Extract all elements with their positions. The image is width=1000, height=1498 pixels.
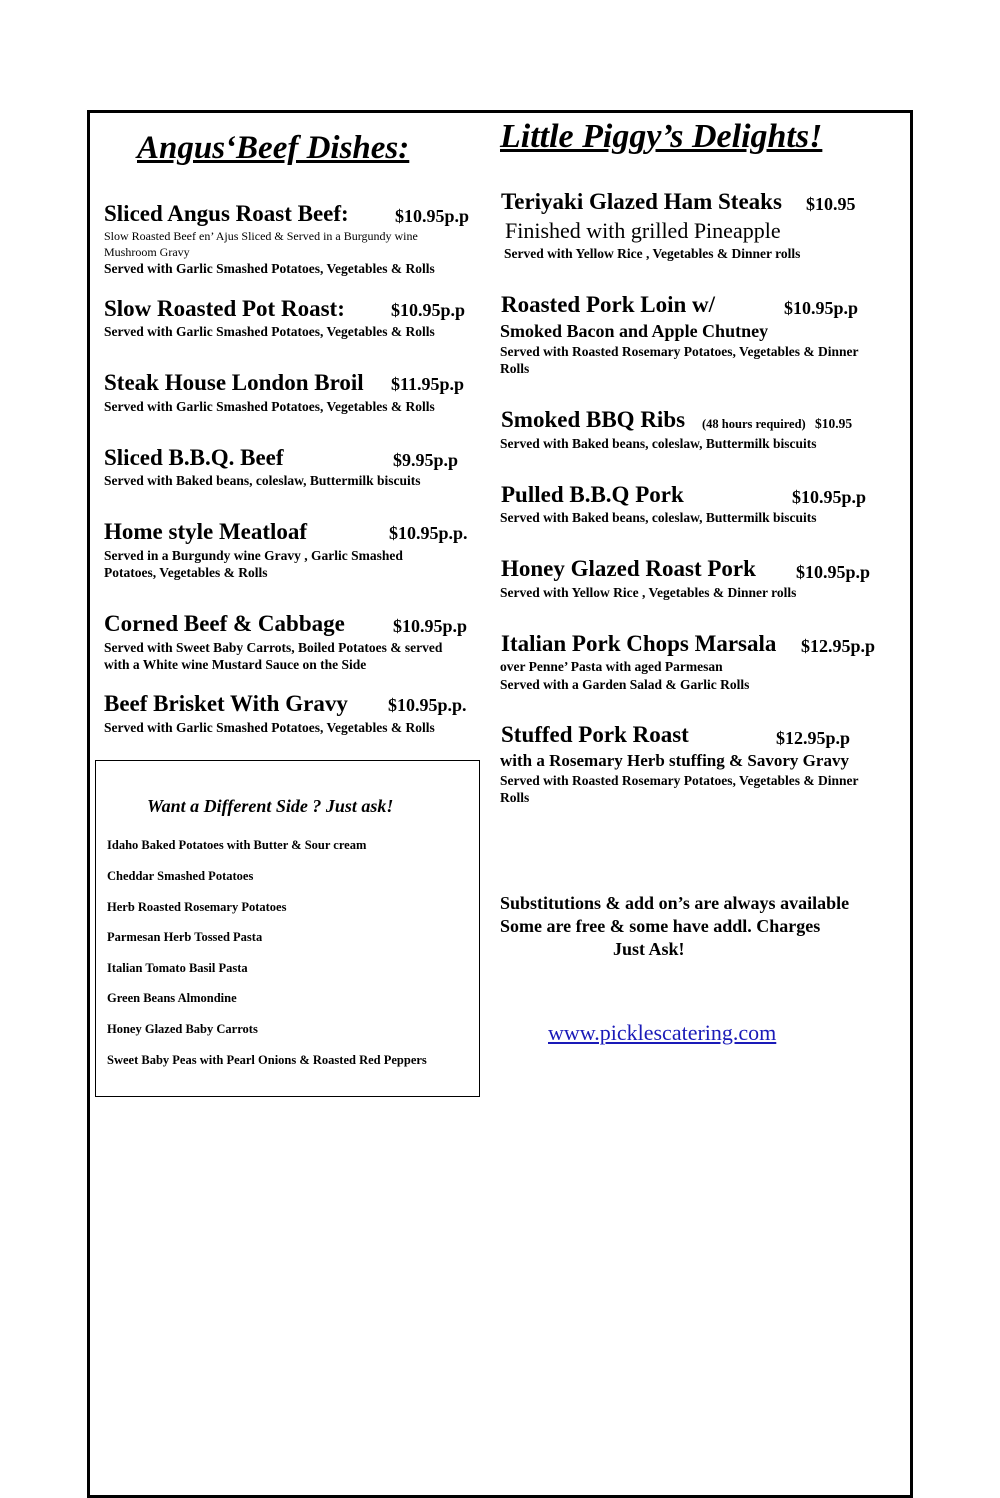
dish-price: $10.95p.p.	[389, 523, 468, 543]
dish-name: Beef Brisket With Gravy	[104, 691, 348, 716]
dish-price: $10.95p.p	[796, 562, 871, 582]
dish-serving: Served with Baked beans, coleslaw, Buttermilk biscuits	[500, 510, 817, 525]
dish-serving: Served with Garlic Smashed Potatoes, Vegetables & Rolls	[104, 399, 435, 414]
dish-price: $10.95p.p	[395, 206, 470, 226]
side-item: Idaho Baked Potatoes with Butter & Sour cream	[107, 838, 367, 852]
dish-price: $10.95p.p	[784, 298, 859, 318]
section-title-beef: Angus‘Beef Dishes:	[137, 130, 410, 166]
side-item: Cheddar Smashed Potatoes	[107, 869, 254, 883]
dish-serving: Served in a Burgundy wine Gravy , Garlic Smashed	[104, 548, 403, 563]
dish-serving: Served with Baked beans, coleslaw, Buttermilk biscuits	[500, 436, 817, 451]
dish-price: $10.95p.p.	[388, 695, 467, 715]
dish-name: Teriyaki Glazed Ham Steaks	[501, 189, 782, 214]
dish-serving: Potatoes, Vegetables & Rolls	[104, 565, 268, 580]
dish-price: $10.95	[815, 416, 853, 431]
dish-name: Sliced B.B.Q. Beef	[104, 445, 284, 470]
dish-subtitle: Finished with grilled Pineapple	[505, 218, 781, 243]
dish-name: Stuffed Pork Roast	[501, 722, 689, 747]
substitutions-note: Some are free & some have addl. Charges	[500, 916, 821, 936]
dish-serving: Served with Yellow Rice , Vegetables & Dinner rolls	[504, 246, 801, 261]
dish-name: Roasted Pork Loin w/	[501, 292, 716, 317]
dish-price: $11.95p.p	[391, 374, 465, 394]
dish-serving: over Penne’ Pasta with aged Parmesan	[500, 659, 723, 674]
dish-price: $12.95p.p	[776, 728, 851, 748]
section-title-pork: Little Piggy’s Delights!	[500, 118, 823, 155]
side-item: Italian Tomato Basil Pasta	[107, 961, 248, 975]
side-item: Sweet Baby Peas with Pearl Onions & Roasted Red Peppers	[107, 1053, 427, 1067]
website-link[interactable]: www.picklescatering.com	[548, 1020, 777, 1045]
dish-subtitle: Smoked Bacon and Apple Chutney	[500, 321, 769, 341]
dish-price: $12.95p.p	[801, 636, 876, 656]
dish-price: $10.95p.p	[393, 616, 468, 636]
dish-serving: Served with Baked beans, coleslaw, Buttermilk biscuits	[104, 473, 421, 488]
side-item: Herb Roasted Rosemary Potatoes	[107, 900, 287, 914]
dish-note: (48 hours required)	[702, 417, 806, 431]
dish-price: $10.95	[806, 194, 856, 214]
dish-price: $10.95p.p	[792, 487, 867, 507]
dish-serving: Served with Roasted Rosemary Potatoes, Vegetables & Dinner	[500, 344, 859, 359]
dish-price: $9.95p.p	[393, 450, 459, 470]
dish-name: Italian Pork Chops Marsala	[501, 631, 777, 656]
dish-serving: Rolls	[500, 361, 530, 376]
side-item: Honey Glazed Baby Carrots	[107, 1022, 258, 1036]
sides-title: Want a Different Side ? Just ask!	[147, 796, 394, 816]
dish-name: Pulled B.B.Q Pork	[501, 482, 684, 507]
dish-name: Smoked BBQ Ribs	[501, 407, 686, 432]
substitutions-note: Substitutions & add on’s are always available	[500, 893, 850, 913]
dish-price: $10.95p.p	[391, 300, 466, 320]
dish-serving: Served with Roasted Rosemary Potatoes, Vegetables & Dinner	[500, 773, 859, 788]
dish-name: Sliced Angus Roast Beef:	[104, 201, 349, 226]
dish-serving: Served with Garlic Smashed Potatoes, Vegetables & Rolls	[104, 261, 435, 276]
side-item: Green Beans Almondine	[107, 991, 237, 1005]
dish-name: Home style Meatloaf	[104, 519, 308, 544]
dish-serving: Rolls	[500, 790, 530, 805]
dish-serving: Served with a Garden Salad & Garlic Rolls	[500, 677, 750, 692]
dish-note: Mushroom Gravy	[104, 245, 190, 259]
dish-subtitle: with a Rosemary Herb stuffing & Savory Gravy	[500, 751, 849, 770]
dish-serving: Served with Yellow Rice , Vegetables & Dinner rolls	[500, 585, 797, 600]
dish-name: Corned Beef & Cabbage	[104, 611, 345, 636]
dish-serving: with a White wine Mustard Sauce on the Side	[104, 657, 367, 672]
dish-name: Steak House London Broil	[104, 370, 364, 395]
dish-serving: Served with Sweet Baby Carrots, Boiled Potatoes & served	[104, 640, 443, 655]
dish-name: Honey Glazed Roast Pork	[501, 556, 756, 581]
dish-name: Slow Roasted Pot Roast:	[104, 296, 345, 321]
substitutions-note: Just Ask!	[613, 939, 685, 959]
dish-serving: Served with Garlic Smashed Potatoes, Vegetables & Rolls	[104, 720, 435, 735]
side-item: Parmesan Herb Tossed Pasta	[107, 930, 263, 944]
dish-note: Slow Roasted Beef en’ Ajus Sliced & Served in a Burgundy wine	[104, 229, 418, 243]
dish-serving: Served with Garlic Smashed Potatoes, Vegetables & Rolls	[104, 324, 435, 339]
